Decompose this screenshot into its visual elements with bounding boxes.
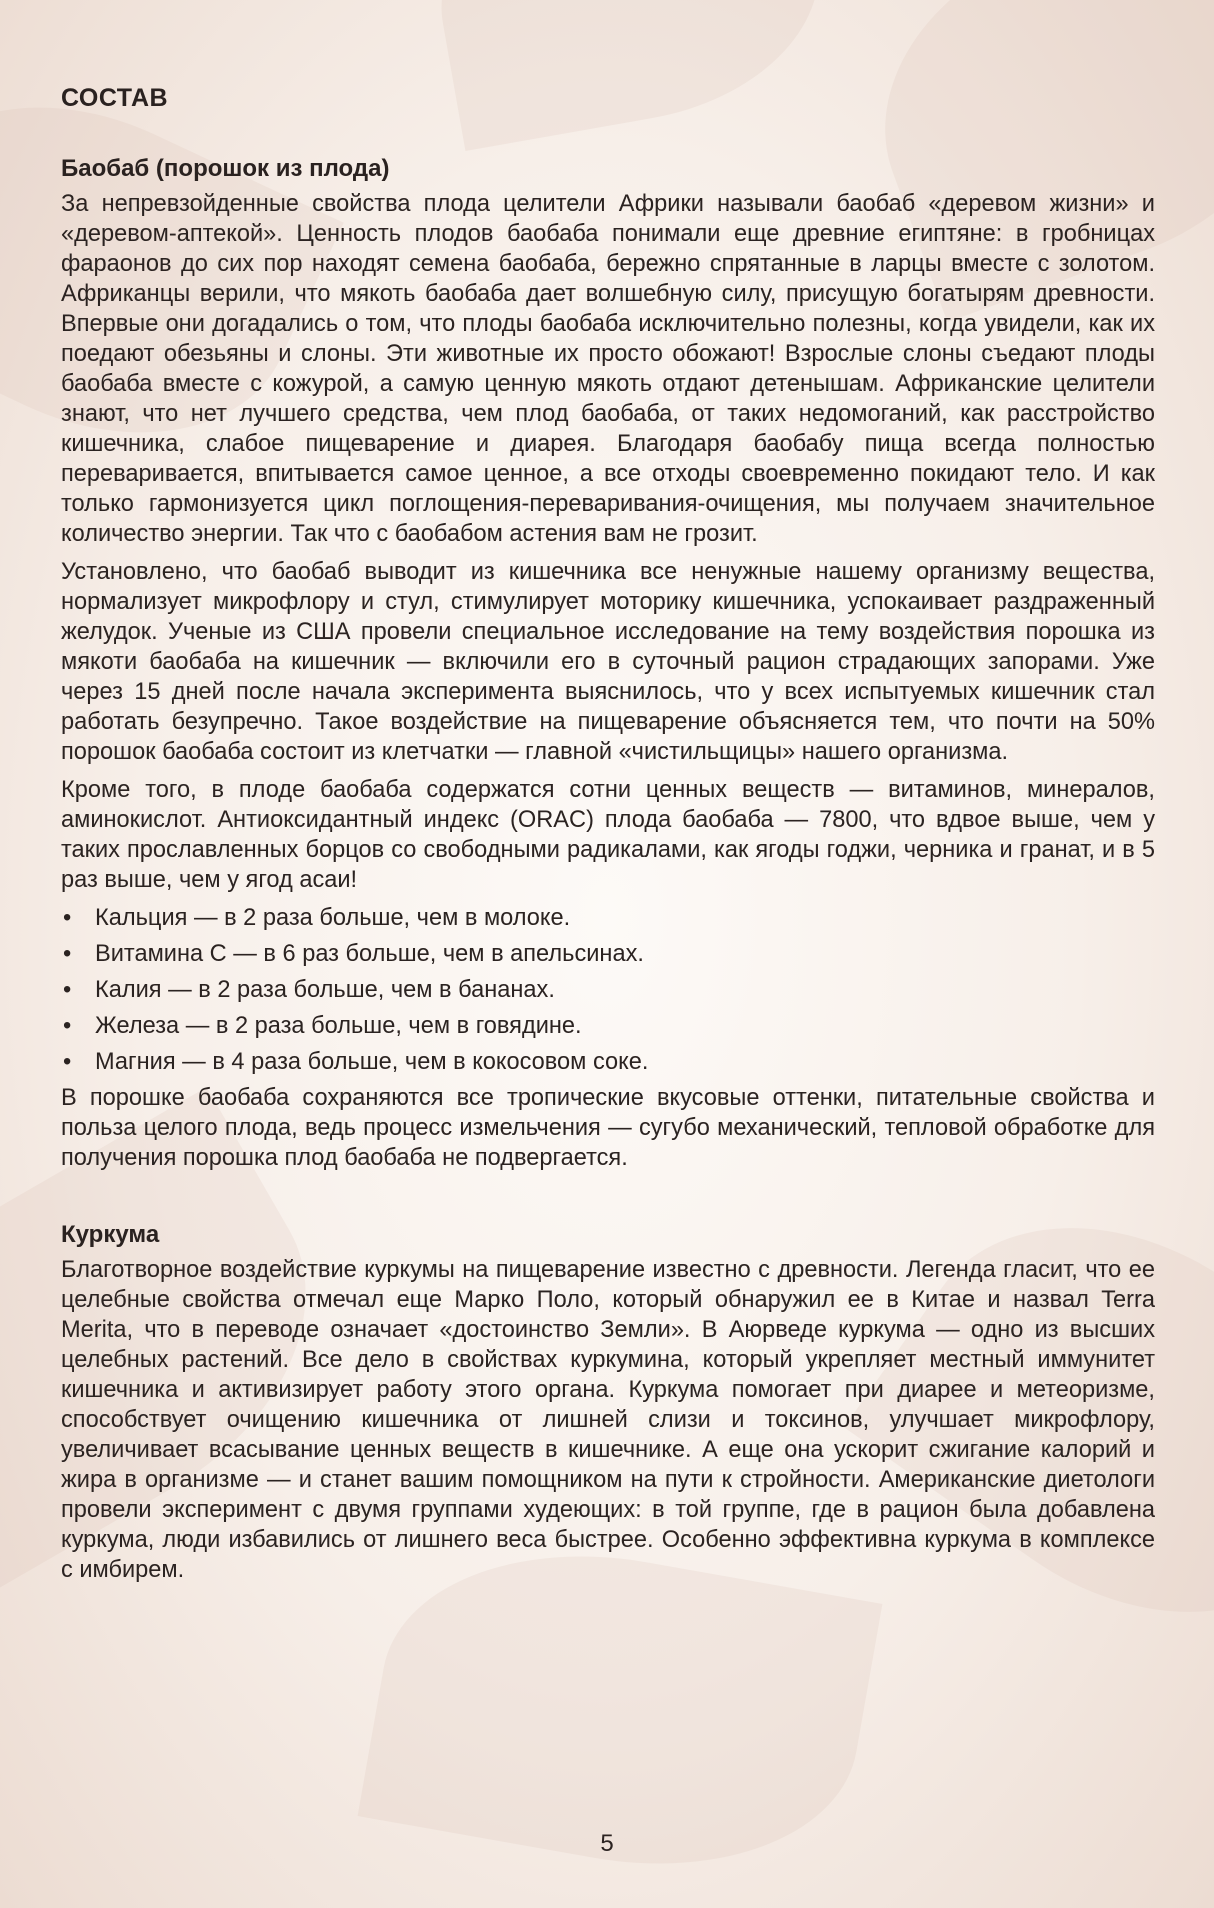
nutrient-list bbox=[61, 903, 1155, 1077]
list-item: • Кальция — в 2 раза больше, чем в молоке. bbox=[61, 903, 1155, 933]
page-number: 5 bbox=[600, 1830, 614, 1857]
section-turmeric bbox=[61, 1219, 1155, 1585]
paragraph: За непревзойденные свойства плода целители Африки называли баобаб «деревом жизни» и «деревом-аптекой». Ценность плодов баобаба понимали еще древние египтяне: в гробницах фараонов до сих пор находят семена баобаба, бережно спрятанные в ларцы вместе с золотом. Африканцы верили, что мякоть баобаба дает волшебную силу, присущую богатырям древности. Впервые они догадались о том, что плоды баобаба исключительно полезны, когда увидели, как их поедают обезьяны и слоны. Эти животные их просто обожают! Взрослые слоны съедают плоды баобаба вместе с кожурой, а самую ценную мякоть отдают детенышам. Африканские целители знают, что нет лучшего средства, чем плод баобаба, от таких недомоганий, как расстройство кишечника, слабое пищеварение и диарея. Благодаря баобабу пища всегда полностью переваривается, впитывается самое ценное, а все отходы своевременно покидают тело. И как только гармонизуется цикл поглощения-переваривания-очищения, мы получаем значительное количество энергии. Так что с баобабом астения вам не грозит. bbox=[61, 191, 1155, 547]
section-spacer bbox=[61, 1181, 1155, 1219]
page-title: СОСТАВ bbox=[61, 84, 169, 112]
document-page bbox=[61, 84, 1155, 1593]
section-heading-turmeric: Куркума bbox=[61, 1221, 160, 1248]
list-item: • Витамина С — в 6 раз больше, чем в апельсинах. bbox=[61, 939, 1155, 969]
list-item: • Калия — в 2 раза больше, чем в бананах. bbox=[61, 975, 1155, 1005]
paragraph: Кроме того, в плоде баобаба содержатся сотни ценных веществ — витаминов, минералов, аминокислот. Антиоксидантный индекс (ORAC) плода баобаба — 7800, что вдвое выше, чем у таких прославленных борцов со свободными радикалами, как ягоды годжи, черника и гранат, и в 5 раз выше, чем у ягод асаи! bbox=[61, 777, 1155, 893]
paragraph: Благотворное воздействие куркумы на пищеварение известно с древности. Легенда гласит, что ее целебные свойства отмечал еще Марко Поло, который обнаружил ее в Китае и назвал Terra Merita, что в переводе означает «достоинство Земли». В Аюрведе куркума — одно из высших целебных растений. Все дело в свойствах куркумина, который укрепляет местный иммунитет кишечника и активизирует работу этого органа. Куркума помогает при диарее и метеоризме, способствует очищению кишечника от лишней слизи и токсинов, улучшает микрофлору, увеличивает всасывание ценных веществ в кишечнике. А еще она ускорит сжигание калорий и жира в организме — и станет вашим помощником на пути к стройности. Американские диетологи провели эксперимент с двумя группами худеющих: в той группе, где в рацион была добавлена куркума, люди избавились от лишнего веса быстрее. Особенно эффективна куркума в комплексе с имбирем. bbox=[61, 1257, 1155, 1583]
list-item: • Железа — в 2 раза больше, чем в говядине. bbox=[61, 1011, 1155, 1041]
paragraph: Установлено, что баобаб выводит из кишечника все ненужные нашему организму вещества, нормализует микрофлору и стул, стимулирует моторику кишечника, успокаивает раздраженный желудок. Ученые из США провели специальное исследование на тему воздействия порошка из мякоти баобаба на кишечник — включили его в суточный рацион страдающих запорами. Уже через 15 дней после начала эксперимента выяснилось, что у всех испытуемых кишечник стал работать безупречно. Такое воздействие на пищеварение объясняется тем, что почти на 50% порошок баобаба состоит из клетчатки — главной «чистильщицы» нашего организма. bbox=[61, 559, 1155, 765]
section-heading-baobab: Баобаб (порошок из плода) bbox=[61, 155, 390, 182]
list-item: • Магния — в 4 раза больше, чем в кокосовом соке. bbox=[61, 1047, 1155, 1077]
paragraph: В порошке баобаба сохраняются все тропические вкусовые оттенки, питательные свойства и польза целого плода, ведь процесс измельчения — сугубо механический, тепловой обработке для получения порошка плод баобаба не подвергается. bbox=[61, 1085, 1155, 1171]
section-baobab bbox=[61, 153, 1155, 1173]
